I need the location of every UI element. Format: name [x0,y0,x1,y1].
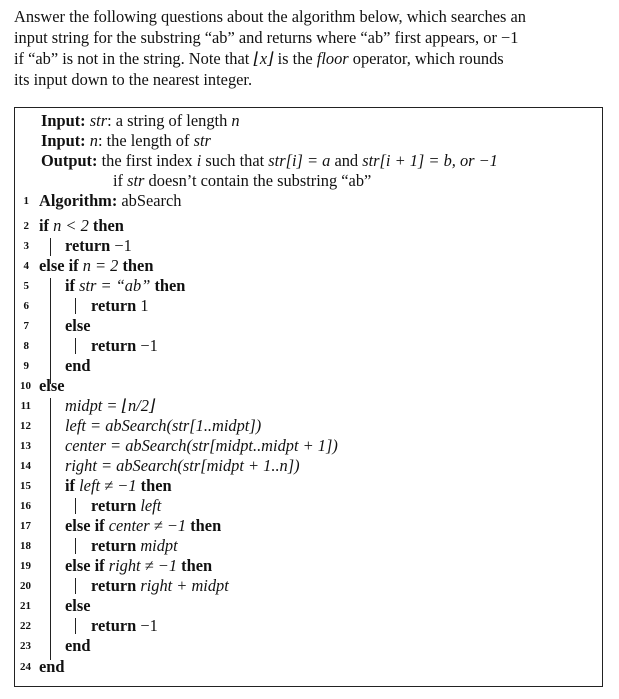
scope-bar [75,578,76,594]
algorithm-box [14,107,603,687]
scope-bar [50,238,51,256]
input-line-1: Input: str: a string of length n [41,111,240,130]
code-line-19: else if right ≠ −1 then [65,556,213,575]
line-number: 8 [23,340,29,352]
line-number: 16 [20,500,31,512]
code-line-12: left = abSearch(str[1..midpt]) [65,416,262,435]
line-number: 14 [20,460,31,472]
code-line-21: else [65,596,91,615]
code-line-24: end [39,657,65,676]
line-number: 3 [23,240,29,252]
output-line-cont: if str doesn’t contain the substring “ab” [113,171,372,190]
code-line-10: else [39,376,65,395]
question-intro [14,6,606,90]
code-line-7: else [65,316,91,335]
code-line-15: if left ≠ −1 then [65,476,172,495]
intro-line-2: input string for the substring “ab” and returns where “ab” first appears, or −1 [14,28,519,47]
line-number: 1 [23,195,29,207]
code-line-2: if n < 2 then [39,216,124,235]
line-number: 9 [23,360,29,372]
scope-bar [75,538,76,554]
line-number: 23 [20,640,31,652]
line-number: 5 [23,280,29,292]
scope-bar [75,298,76,314]
line-number: 2 [23,220,29,232]
code-line-6: return 1 [91,296,149,315]
code-line-18: return midpt [91,536,178,555]
intro-line-3: if “ab” is not in the string. Note that ⌊x⌋ is the floor operator, which rounds [14,49,504,68]
output-line: Output: the first index i such that str[i] = a and str[i + 1] = b, or −1 [41,151,498,170]
line-number: 7 [23,320,29,332]
code-line-17: else if center ≠ −1 then [65,516,222,535]
code-line-20: return right + midpt [91,576,229,595]
code-line-14: right = abSearch(str[midpt + 1..n]) [65,456,300,475]
input-line-2: Input: n: the length of str [41,131,211,150]
line-number: 24 [20,661,31,673]
code-line-22: return −1 [91,616,158,635]
code-line-1: Algorithm: abSearch [39,191,182,210]
line-number: 21 [20,600,31,612]
line-number: 12 [20,420,31,432]
scope-bar [75,338,76,354]
line-number: 13 [20,440,31,452]
code-line-16: return left [91,496,162,515]
scope-bar [75,618,76,634]
intro-line-1: Answer the following questions about the algorithm below, which searches an [14,7,526,26]
code-line-23: end [65,636,91,655]
intro-line-4: its input down to the nearest integer. [14,70,253,89]
scope-bar [50,398,51,660]
line-number: 20 [20,580,31,592]
line-number: 17 [20,520,31,532]
line-number: 18 [20,540,31,552]
code-line-9: end [65,356,91,375]
line-number: 19 [20,560,31,572]
code-line-8: return −1 [91,336,158,355]
line-number: 6 [23,300,29,312]
code-line-5: if str = “ab” then [65,276,186,295]
line-number: 4 [23,260,29,272]
code-line-11: midpt = ⌊n/2⌋ [65,396,156,415]
line-number: 22 [20,620,31,632]
line-number: 11 [20,400,31,412]
code-line-13: center = abSearch(str[midpt..midpt + 1]) [65,436,338,455]
line-number: 15 [20,480,31,492]
code-line-3: return −1 [65,236,132,255]
scope-bar [50,278,51,384]
scope-bar [75,498,76,514]
line-number: 10 [20,380,31,392]
code-line-4: else if n = 2 then [39,256,154,275]
